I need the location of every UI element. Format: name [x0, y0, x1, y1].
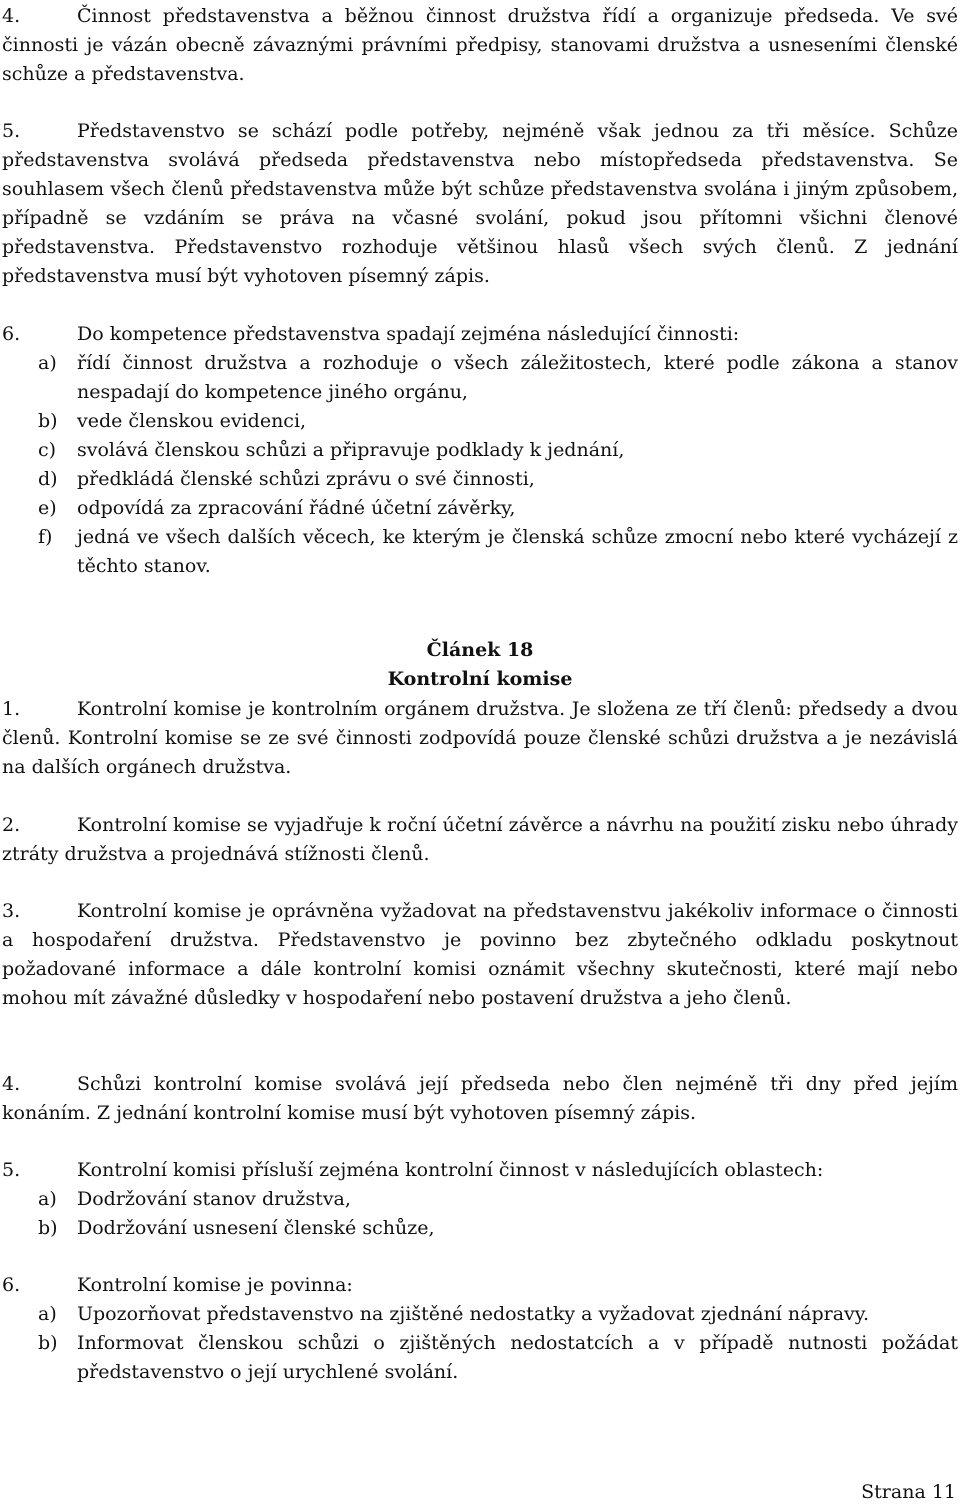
list-item: b) vede členskou evidenci,: [38, 410, 307, 432]
paragraph-6: [2, 320, 958, 581]
list-item: a) Dodržování stanov družstva,: [38, 1188, 351, 1210]
article-paragraph-1: [2, 695, 958, 782]
paragraph-number: 6.: [2, 1274, 21, 1296]
paragraph-text: Činnost představenstva a běžnou činnost družstva řídí a organizuje předseda. Ve své činnosti je vázán obecně závaznými právními předpisy, stanovami družstva a usneseními členské schůze a představenstva.: [2, 5, 958, 85]
competence-list: [2, 349, 958, 581]
paragraph-number: 4.: [2, 1073, 21, 1095]
article-paragraph-3: [2, 897, 958, 1013]
paragraph-number: 5.: [2, 1159, 21, 1181]
article-paragraph-5: [2, 1156, 958, 1243]
paragraph-text: Do kompetence představenstva spadají zejména následující činnosti:: [77, 323, 740, 345]
paragraph-text: Kontrolní komise se vyjadřuje k roční účetní závěrce a návrhu na použití zisku nebo úhrady ztráty družstva a projednává stížnosti členů.: [2, 814, 958, 865]
article-title: Kontrolní komise: [387, 668, 573, 690]
list-item: d) předkládá členské schůzi zprávu o své činnosti,: [38, 468, 535, 490]
article-paragraph-4: [2, 1070, 958, 1128]
paragraph-text: Schůzi kontrolní komise svolává její předseda nebo člen nejméně tři dny před jejím konáním. Z jednání kontrolní komise musí být vyhotoven písemný zápis.: [2, 1073, 958, 1124]
control-areas-list: [2, 1185, 958, 1243]
article-paragraph-2: [2, 811, 958, 869]
paragraph-text: Kontrolní komise je povinna:: [77, 1274, 353, 1296]
paragraph-text: Kontrolní komisi přísluší zejména kontrolní činnost v následujících oblastech:: [77, 1159, 824, 1181]
paragraph-5: [2, 117, 958, 291]
paragraph-number: 6.: [2, 323, 21, 345]
paragraph-text: Představenstvo se schází podle potřeby, nejméně však jednou za tři měsíce. Schůze představenstva svolává předseda představenstva nebo místopředseda představenstva. Se souhlasem všech členů představenstva může být schůze představenstva svolána i jiným způsobem, případně se vzdáním se práva na včasné svolání, pokud jsou přítomni všichni členové představenstva. Představenstvo rozhoduje většinou hlasů všech svých členů. Z jednání představenstva musí být vyhotoven písemný zápis.: [2, 120, 958, 287]
list-item: b) Dodržování usnesení členské schůze,: [38, 1217, 435, 1239]
list-item: a) Upozorňovat představenstvo na zjištěné nedostatky a vyžadovat zjednání nápravy.: [38, 1303, 870, 1325]
paragraph-number: 3.: [2, 900, 21, 922]
list-item: a) řídí činnost družstva a rozhoduje o všech záležitostech, které podle zákona a stanov nespadají do kompetence jiného orgánu,: [38, 352, 958, 403]
list-item: c) svolává členskou schůzi a připravuje podklady k jednání,: [38, 439, 625, 461]
list-item: b) Informovat členskou schůzi o zjištěných nedostatcích a v případě nutnosti požádat představenstvo o její urychlené svolání.: [38, 1332, 958, 1383]
paragraph-number: 5.: [2, 120, 21, 142]
duties-list: [2, 1300, 958, 1387]
paragraph-4: [2, 2, 958, 89]
article-paragraph-6: [2, 1271, 958, 1387]
list-item: e) odpovídá za zpracování řádné účetní závěrky,: [38, 497, 516, 519]
paragraph-text: Kontrolní komise je oprávněna vyžadovat na představenstvu jakékoliv informace o činnosti a hospodaření družstva. Představenstvo je povinno bez zbytečného odkladu poskytnout požadované informace a dále kontrolní komisi oznámit všechny skutečnosti, které mají nebo mohou mít závažné důsledky v hospodaření nebo postavení družstva a jeho členů.: [2, 900, 958, 1009]
page-number: Strana 11: [861, 1481, 956, 1503]
paragraph-text: Kontrolní komise je kontrolním orgánem družstva. Je složena ze tří členů: předsedy a dvou členů. Kontrolní komise se ze své činnosti zodpovídá pouze členské schůzi družstva a je nezávislá na dalších orgánech družstva.: [2, 698, 958, 778]
paragraph-number: 4.: [2, 5, 21, 27]
article-number: Článek 18: [426, 639, 534, 661]
paragraph-number: 1.: [2, 698, 21, 720]
paragraph-number: 2.: [2, 814, 21, 836]
list-item: f) jedná ve všech dalších věcech, ke kterým je členská schůze zmocní nebo které vycházejí z těchto stanov.: [38, 526, 958, 577]
